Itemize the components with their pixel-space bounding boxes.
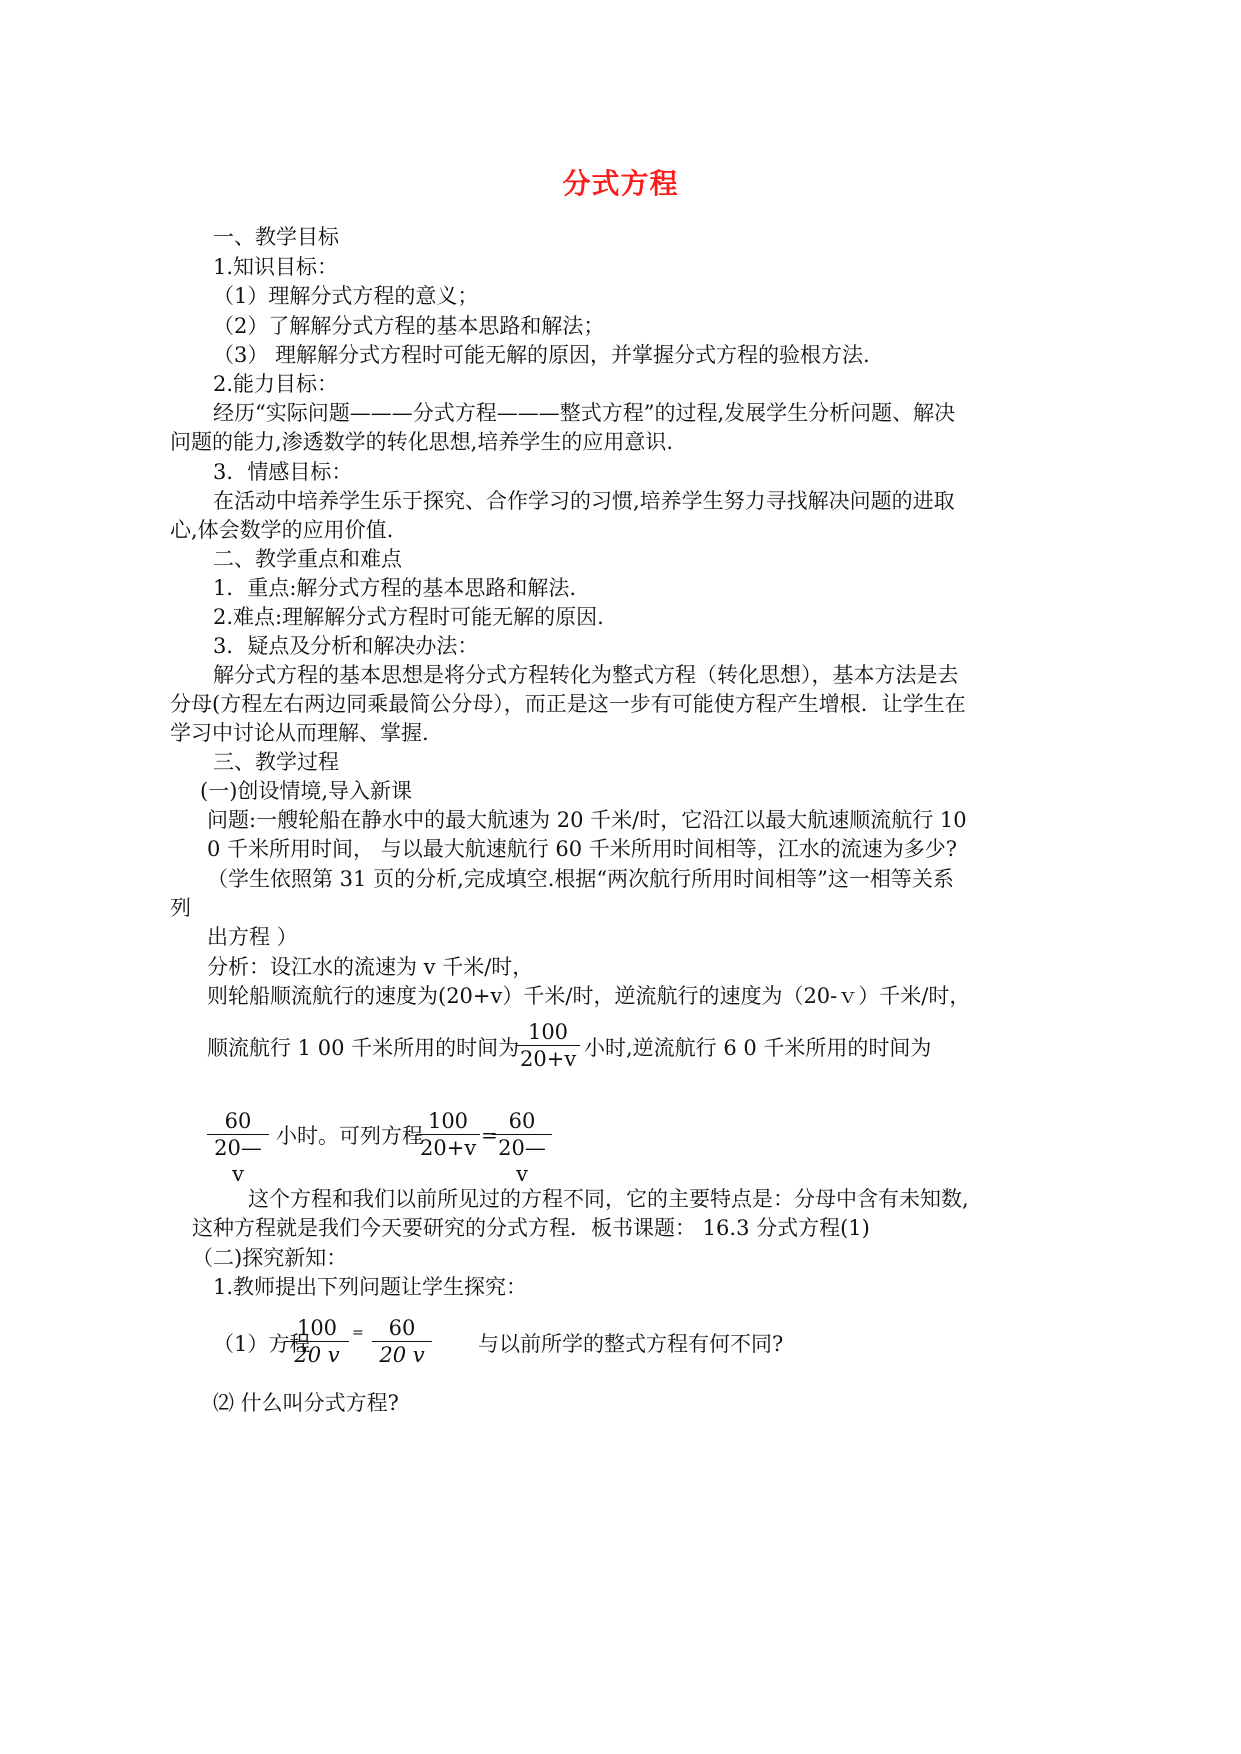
text-line: （2）了解解分式方程的基本思路和解法； <box>213 314 605 338</box>
text-line: 分母(方程左右两边同乘最简公分母），而正是这一步有可能使方程产生增根．让学生在 <box>170 692 966 716</box>
text-line: 在活动中培养学生乐于探究、合作学习的习惯,培养学生努力寻找解决问题的进取 <box>213 489 955 513</box>
text-line: 2.难点:理解解分式方程时可能无解的原因. <box>213 605 604 629</box>
fraction-numerator: 60 <box>388 1316 416 1340</box>
fraction <box>516 1019 580 1072</box>
fraction <box>285 1315 349 1368</box>
question-suffix: 与以前所学的整式方程有何不同? <box>478 1332 784 1356</box>
section-heading: 一、教学目标 <box>213 225 339 249</box>
fraction-numerator: 100 <box>427 1109 469 1133</box>
fraction-denominator: 20 v <box>285 1341 349 1368</box>
text-line: 小时。可列方程 <box>276 1124 423 1148</box>
text-line: ⑵ 什么叫分式方程? <box>213 1391 399 1415</box>
text-line: 分析：设江水的流速为 v 千米/时， <box>207 955 534 979</box>
text-line: 问题:一艘轮船在静水中的最大航速为 20 千米/时，它沿江以最大航速顺流航行 10 <box>207 808 967 832</box>
fraction-denominator: 20—v <box>492 1134 552 1187</box>
fraction-numerator: 100 <box>296 1316 338 1340</box>
fraction-denominator: 20+v <box>416 1134 480 1161</box>
text-line: 问题的能力,渗透数学的转化思想,培养学生的应用意识. <box>170 430 674 454</box>
section-heading: 三、教学过程 <box>213 750 339 774</box>
equals-glyph: = <box>352 1325 364 1341</box>
text-line: 经历“实际问题———分式方程———整式方程”的过程,发展学生分析问题、解决 <box>213 401 956 425</box>
text-line: 0 千米所用时间， 与以最大航速航行 60 千米所用时间相等，江水的流速为多少? <box>207 837 958 861</box>
text-line: （学生依照第 31 页的分析,完成填空.根据“两次航行所用时间相等”这一相等关系 <box>207 867 954 891</box>
equals-sign <box>352 1325 364 1341</box>
fraction-numerator: 60 <box>508 1109 536 1133</box>
text-line: 1.知识目标： <box>213 255 339 279</box>
fraction-denominator: 20 v <box>372 1341 432 1368</box>
question-prefix: （1）方程 <box>213 1332 311 1356</box>
fraction <box>492 1108 552 1187</box>
text-line: (一)创设情境,导入新课 <box>200 779 413 803</box>
text-line: 这个方程和我们以前所见过的方程不同，它的主要特点是：分母中含有未知数, <box>248 1187 969 1211</box>
text-line: （1）理解分式方程的意义； <box>213 284 479 308</box>
equals-sign: = <box>481 1123 498 1147</box>
text-line: 心,体会数学的应用价值. <box>170 518 394 542</box>
text-line: 3．疑点及分析和解决办法： <box>213 634 479 658</box>
fraction-numerator: 100 <box>527 1020 569 1044</box>
fraction-numerator: 60 <box>224 1109 252 1133</box>
section-heading: 二、教学重点和难点 <box>213 547 402 571</box>
fraction-denominator: 20—v <box>207 1134 269 1187</box>
text-line: 1．重点:解分式方程的基本思路和解法. <box>213 576 577 600</box>
text-line: 3．情感目标： <box>213 460 353 484</box>
page-title: 分式方程 <box>562 167 679 200</box>
text-line: 顺流航行 1 00 千米所用的时间为 <box>207 1036 520 1060</box>
text-line: 1.教师提出下列问题让学生探究： <box>213 1275 528 1299</box>
text-line: 2.能力目标： <box>213 372 339 396</box>
fraction-denominator: 20+v <box>516 1045 580 1072</box>
text-line: 则轮船顺流航行的速度为(20+v）千米/时，逆流航行的速度为（20-ｖ）千米/时， <box>207 984 971 1008</box>
text-line: 解分式方程的基本思想是将分式方程转化为整式方程（转化思想），基本方法是去 <box>213 663 959 687</box>
text-line: （二)探究新知： <box>192 1246 348 1270</box>
fraction <box>416 1108 480 1161</box>
fraction <box>372 1315 432 1368</box>
text-line: 列 <box>170 896 191 920</box>
text-line: 小时,逆流航行 6 0 千米所用的时间为 <box>584 1036 932 1060</box>
text-line: 这种方程就是我们今天要研究的分式方程．板书课题： 16.3 分式方程(1) <box>192 1216 870 1240</box>
text-line: 出方程 ） <box>207 925 298 949</box>
fraction <box>207 1108 269 1187</box>
text-line: （3） 理解解分式方程时可能无解的原因，并掌握分式方程的验根方法. <box>213 343 870 367</box>
text-line: 学习中讨论从而理解、掌握. <box>170 721 429 745</box>
